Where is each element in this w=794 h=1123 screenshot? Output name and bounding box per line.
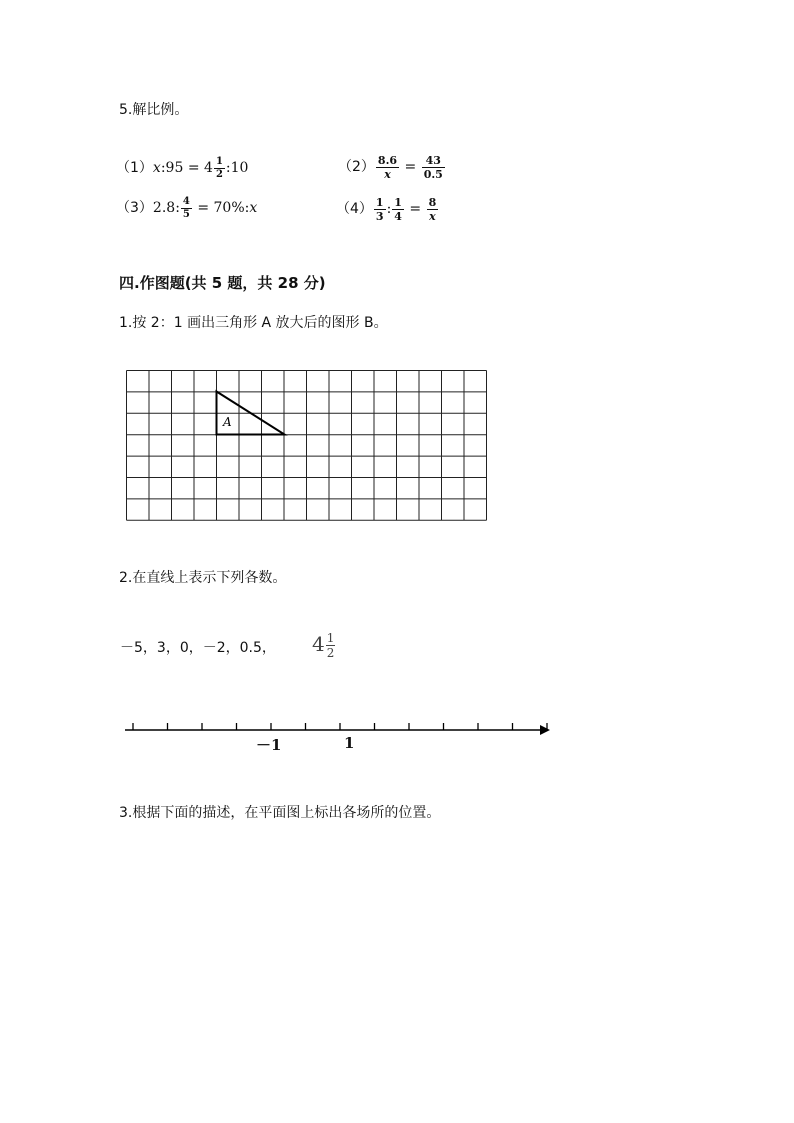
equals-sign: =: [197, 200, 210, 216]
axis-arrow: [540, 725, 550, 735]
fraction: [374, 197, 386, 222]
mixed-whole: 4: [312, 632, 325, 656]
number-line[interactable]: [120, 715, 560, 755]
axis-ticks: [133, 723, 547, 730]
denominator: 0.5: [423, 167, 443, 181]
fraction: [376, 155, 399, 180]
term: 95: [165, 160, 184, 176]
numerator: 43: [422, 155, 445, 168]
item-number: （4）: [336, 201, 373, 217]
fraction: [392, 197, 404, 222]
numerator: 1: [394, 195, 402, 209]
fraction: [326, 632, 336, 659]
section-heading: 四.作图题(共 5 题，共 28 分): [119, 274, 326, 292]
triangle-label: A: [223, 415, 232, 429]
label-minus-one: －1: [256, 736, 282, 754]
fraction: [181, 197, 192, 220]
proportion-3: [116, 196, 257, 220]
numerator: 8: [428, 195, 437, 209]
denominator: 5: [182, 208, 190, 220]
numerator: 4: [182, 195, 190, 207]
q5-title: 5.解比例。: [119, 102, 189, 118]
colon: :: [386, 201, 392, 217]
fraction: [422, 155, 445, 180]
item-number: （1）: [116, 160, 153, 176]
denominator: x: [384, 167, 391, 181]
proportion-2: [338, 150, 446, 184]
equals-sign: =: [404, 159, 417, 175]
q2-text: 2.在直线上表示下列各数。: [119, 570, 287, 586]
proportion-4: [336, 192, 439, 226]
equals-sign: =: [409, 201, 422, 217]
colon: :: [244, 200, 250, 216]
numerator: 8.6: [377, 153, 398, 167]
drawing-grid[interactable]: [126, 370, 488, 521]
term: 2.8: [152, 200, 176, 216]
colon: :: [160, 160, 166, 176]
term: 10: [230, 160, 249, 176]
denominator: x: [429, 209, 436, 223]
fraction: [427, 197, 439, 222]
denominator: 4: [394, 209, 402, 223]
mixed-whole: 4: [204, 160, 213, 176]
numerator: 1: [326, 631, 335, 645]
var-x: x: [152, 160, 161, 176]
numerator: 1: [375, 195, 384, 209]
mixed-number: [312, 632, 335, 659]
colon: :: [225, 160, 231, 176]
grid-lines: [127, 371, 487, 521]
numbers-list: －5，3，0，－2，0.5，: [120, 640, 276, 656]
item-number: （3）: [116, 200, 153, 216]
colon: :: [175, 200, 180, 216]
numerator: 1: [215, 155, 223, 167]
denominator: 2: [215, 168, 223, 180]
denominator: 2: [326, 646, 335, 660]
q1-text: 1.按 2：1 画出三角形 A 放大后的图形 B。: [119, 315, 388, 331]
item-number: （2）: [338, 159, 375, 175]
denominator: 3: [375, 209, 384, 223]
equals-sign: =: [187, 160, 200, 176]
var-x: x: [249, 200, 258, 216]
q3-text: 3.根据下面的描述，在平面图上标出各场所的位置。: [119, 805, 441, 821]
fraction: [214, 157, 225, 180]
label-one: 1: [344, 734, 355, 752]
term: 70%: [213, 200, 245, 216]
proportion-1: [116, 156, 248, 180]
